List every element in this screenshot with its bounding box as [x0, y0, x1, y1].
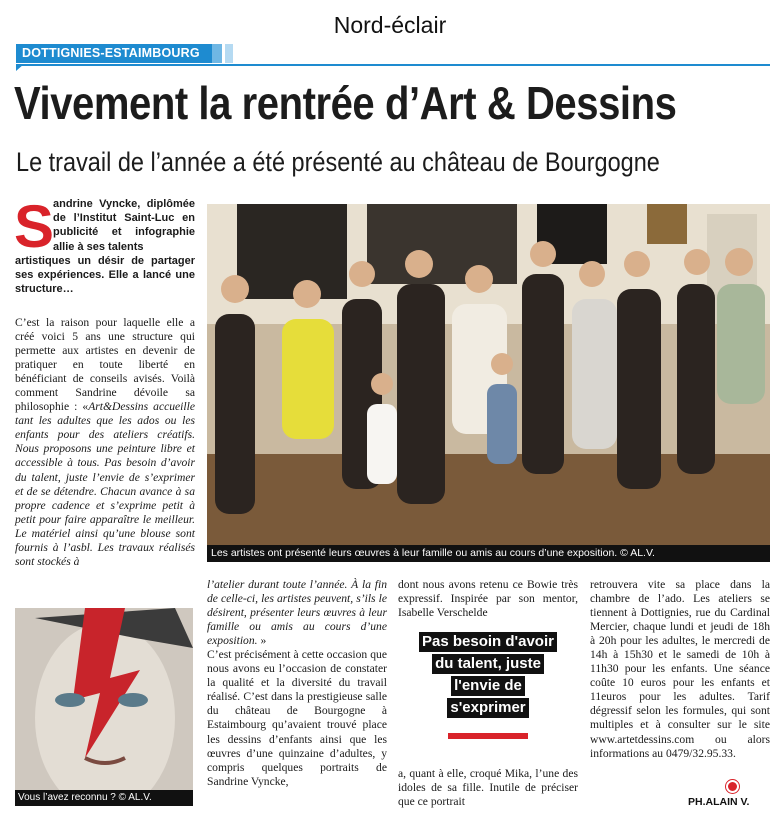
section-tag: DOTTIGNIES-ESTAIMBOURG	[22, 46, 200, 60]
end-of-article-dot-icon	[726, 780, 739, 793]
article-column-2	[207, 578, 387, 789]
bowie-portrait-illustration	[15, 608, 193, 790]
pull-quote-line: Pas besoin d'avoir	[419, 632, 557, 652]
pull-quote-line: s'exprimer	[447, 698, 528, 718]
section-rule	[16, 64, 770, 66]
column-1-text: C’est la raison pour laquelle elle a créé voici 5 ans une structure qui permette aux artistes en devenir de pratiquer en toute liberté en bénéficiant de conseils avisés. Voilà comment Sandrine dévoile sa philosophie : «	[15, 316, 195, 414]
article-subtitle: Le travail de l’année a été présenté au château de Bourgogne	[16, 147, 660, 177]
column-2-quote: l’atelier durant toute l’année. À la fin de celle-ci, les artistes peuvent, s’ils le désirent, présenter leurs œuvres à leur famille ou amis au cours d’une exposition.	[207, 578, 387, 648]
pull-quote-rule	[448, 733, 528, 739]
column-2-quote-close: »	[257, 634, 267, 648]
photo-caption: Les artistes ont présenté leurs œuvres à leur famille ou amis au cours d’une exposition. © AL.V.	[207, 545, 770, 562]
pull-quote	[398, 632, 578, 732]
column-1-quote: Art&Dessins accueille tant les adultes que les ados ou les enfants pour des ateliers créatifs. Nous proposons une peinture libre et accessible à tous. Pas besoin d’avoir du talent, juste l’envie de s’exprimer et de se détendre. Chacun avance à sa propre cadence et s’exprime petit à petit pour faire apparaître le meilleur. Le matériel ainsi qu’une blouse sont fournis à l’asbl. Les travaux réalisés sont stockés à	[15, 400, 195, 568]
bowie-caption: Vous l’avez reconnu ? © AL.V.	[15, 790, 193, 806]
article-column-3-bottom: a, quant à elle, croqué Mika, l’une des idoles de sa fille. Inutile de préciser que ce portrait	[398, 767, 578, 809]
article-headline: Vivement la rentrée d’Art & Dessins	[14, 77, 677, 129]
article-column-3-top: dont nous avons retenu ce Bowie très expressif. Inspirée par son mentor, Isabelle Verschelde	[398, 578, 578, 620]
lead-paragraph-top: andrine Vyncke, diplômée de l’Institut Saint-Luc en publicité et infographie allie à ses talents	[53, 198, 195, 253]
exhibition-group-photo	[207, 204, 770, 545]
pull-quote-line: l'envie de	[451, 676, 525, 696]
lead-paragraph-bottom: artistiques un désir de partager ses expériences. Elle a lancé une structure…	[15, 255, 195, 296]
newspaper-masthead: Nord-éclair	[333, 12, 447, 38]
bowie-portrait-photo	[15, 608, 193, 790]
column-2-text: C’est précisément à cette occasion que nous avons eu l’occasion de constater la qualité et la diversité du travail réalisé. C’est dans la prestigieuse salle du château de Bourgogne à Estaimbourg qu’avaient trouvé place les dessins d’enfants ainsi que les œuvres d’une quinzaine d’adultes, y compris quelques portraits de Sandrine Vyncke,	[207, 648, 387, 788]
article-column-4: retrouvera vite sa place dans la chambre de l’ado. Les ateliers se tiennent à Dottignies, rue du Cardinal Mercier, chaque lundi et jeudi de 18h à 20h pour les adultes, le mercredi de 14h à 15h30 et le samedi de 10h à 11h30 pour les enfants. Une séance coûte 10 euros pour les enfants et 11euros pour les adultes. Tarif dégressif selon les formules, qui sont multiples et à consulter sur le site www.artetdessins.com ou alors informations au 0479/32.95.33.	[590, 578, 770, 760]
photo-credit: PH.ALAIN V.	[688, 796, 750, 808]
pull-quote-line: du talent, juste	[432, 654, 544, 674]
article-column-1	[15, 316, 195, 569]
drop-cap: S	[14, 193, 55, 260]
section-rule-notch	[16, 64, 24, 71]
group-photo-illustration	[207, 204, 770, 545]
